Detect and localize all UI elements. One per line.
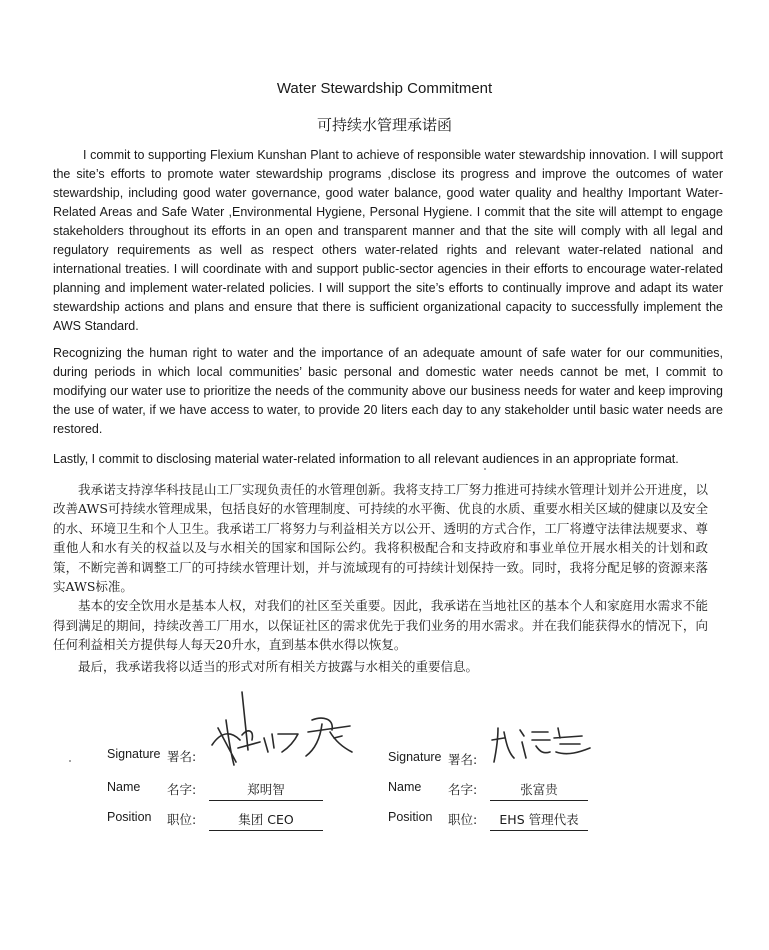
- signature-label-cn: 署名:: [167, 749, 197, 764]
- signature-label-cn: 署名:: [448, 752, 478, 767]
- position-label-cn: 职位:: [167, 812, 197, 827]
- name-value: 张富贵: [490, 780, 588, 801]
- signature-label-en: Signature: [107, 747, 161, 761]
- signature-label-en: Signature: [388, 750, 442, 764]
- position-value: EHS 管理代表: [490, 810, 588, 831]
- name-value: 郑明智: [209, 780, 323, 801]
- position-value: 集团 CEO: [209, 810, 323, 831]
- chinese-paragraph-2: 基本的安全饮用水是基本人权，对我们的社区至关重要。因此，我承诺在当地社区的基本个人和家庭用水需求不能得到满足的期间，持续改善工厂用水，以保证社区的需求优先于我们业务的用水需求。并在我们能获得水的情况下，向任何利益相关方提供每人每天20升水，直到基本供水得以恢复。: [53, 598, 708, 653]
- english-paragraph-1: I commit to supporting Flexium Kunshan Plant to achieve of responsible water stewardship innovation. I will support the site’s efforts to promote water stewardship programs ,disclose its progress and improve the outcomes of water stewardship, including good water governance, good water balance, good water quality and healthy Important Water-Related Areas and Safe Water ,Environmental Hygiene, Personal Hygiene. I commit that the site will attempt to engage stakeholders throughout its efforts in an open and transparent manner and that the site will comply with all legal and regulatory requirements as well as respect others water-related rights and relevant water-related national and international treaties. I will coordinate with and support public-sector agencies in their efforts to encourage water-related planning and implement water-related policies. I will support the site’s efforts to continually improve and adapt its water stewardship actions and plans and ensure that there is sufficient organizational capacity to successfully implement the AWS Standard.: [53, 148, 723, 333]
- chinese-paragraph-1: 我承诺支持淳华科技昆山工厂实现负责任的水管理创新。我将支持工厂努力推进可持续水管理计划并公开进度，以改善AWS可持续水管理成果，包括良好的水管理制度、可持续的水平衡、优良的水质、重要水相关区域的健康以及安全的水、环境卫生和个人卫生。我承诺工厂将努力与利益相关方以公开、透明的方式合作，工厂将遵守法律法规要求、尊重他人和水有关的权益以及与水相关的国家和国际公约。我将积极配合和支持政府和事业单位开展水相关的计划和政策，不断完善和调整工厂的可持续水管理计划，并与流域现有的可持续计划保持一致。同时，我将分配足够的资源来落实AWS标准。: [53, 482, 708, 595]
- scan-speck: [69, 760, 71, 762]
- name-label-en: Name: [388, 780, 422, 794]
- chinese-paragraph-3: 最后，我承诺我将以适当的形式对所有相关方披露与水相关的重要信息。: [78, 659, 479, 674]
- position-label-cn: 职位:: [448, 812, 478, 827]
- name-label-cn: 名字:: [448, 782, 478, 797]
- name-label-cn: 名字:: [167, 782, 197, 797]
- english-paragraph-2: Recognizing the human right to water and the importance of an adequate amount of safe water for our communities, during periods in which local communities’ basic personal and domestic water needs cannot be met, I commit to modifying our water use to prioritize the needs of the community above our business needs for water and keep improving the use of water, if we have access to water, to provide 20 liters each day to any stakeholder until basic water needs are restored.: [53, 346, 723, 436]
- english-paragraph-3: Lastly, I commit to disclosing material water-related information to all relevant audiences in an appropriate format.: [53, 452, 679, 466]
- handwritten-signature-right: [488, 722, 598, 770]
- chinese-paragraph-1-block: [53, 480, 708, 655]
- english-paragraph-2-block: [53, 344, 723, 439]
- scan-speck: [484, 468, 486, 470]
- document-subtitle: 可持续水管理承诺函: [316, 116, 452, 134]
- chinese-paragraph-3-block: [53, 657, 708, 676]
- english-paragraph-3-block: [53, 450, 723, 469]
- handwritten-signature-left: [202, 690, 372, 770]
- name-label-en: Name: [107, 780, 141, 794]
- english-paragraph-1-block: [53, 146, 723, 336]
- position-label-en: Position: [388, 810, 433, 824]
- document-title: Water Stewardship Commitment: [276, 80, 493, 97]
- position-label-en: Position: [107, 810, 152, 824]
